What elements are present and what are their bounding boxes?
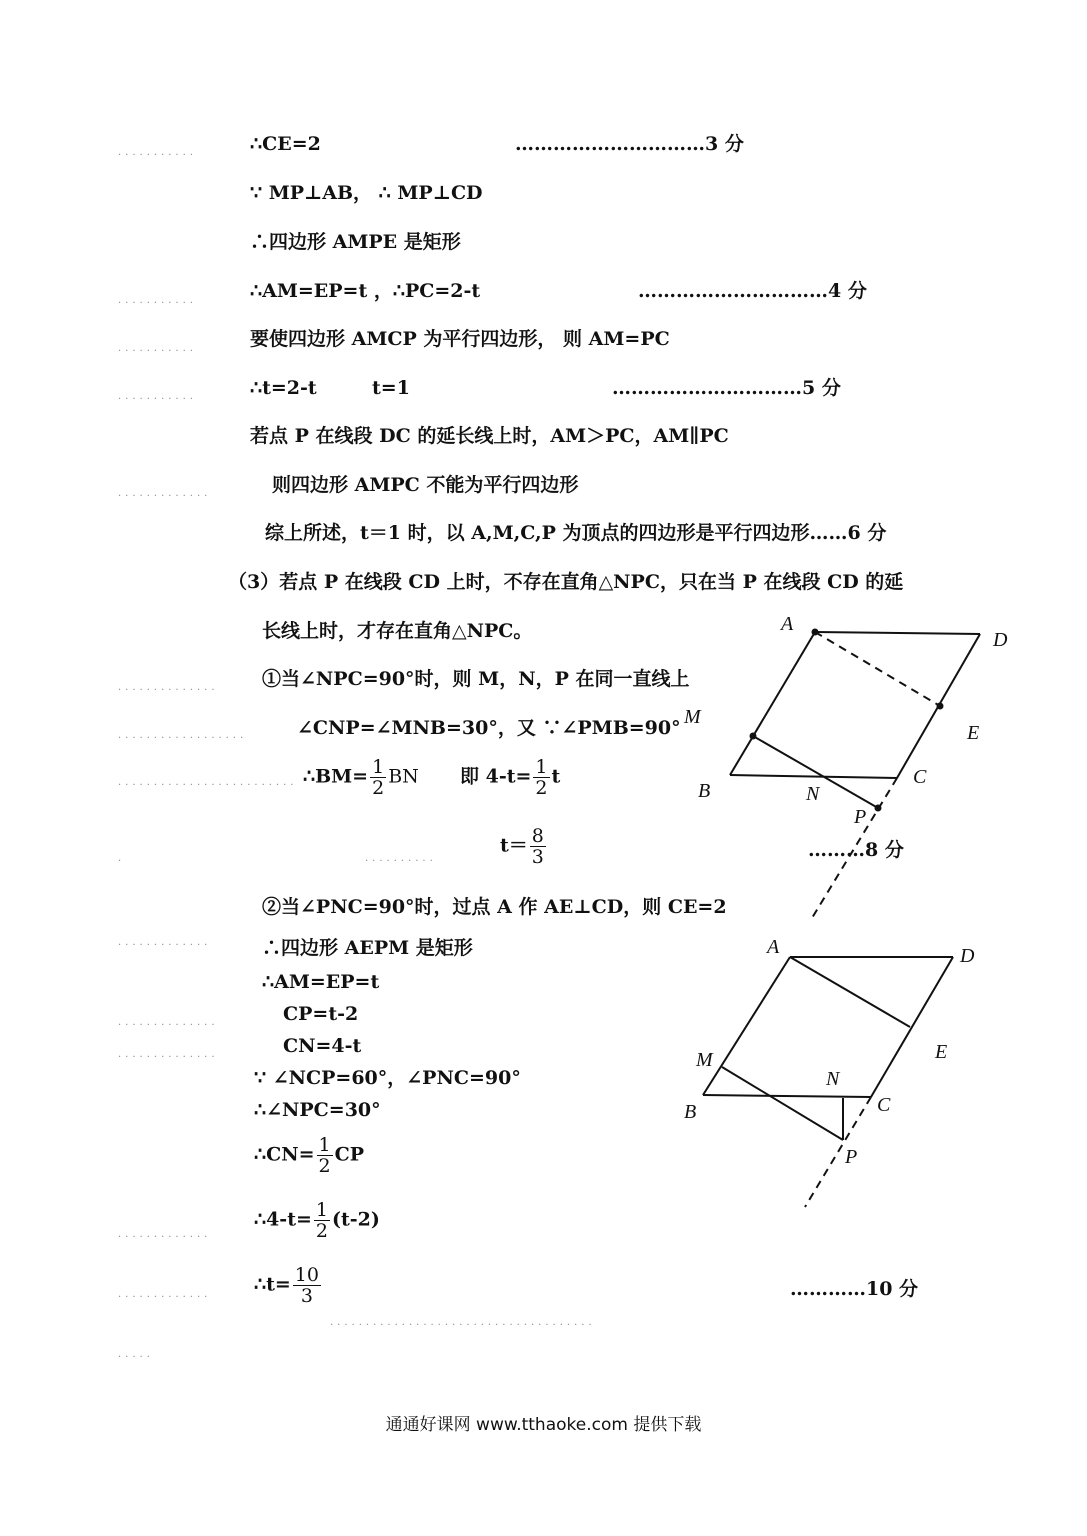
label-b: B xyxy=(684,1101,697,1123)
edge-ab xyxy=(730,632,815,775)
line-t-eight-thirds xyxy=(500,826,548,867)
equation2-prefix: ∴4-t= xyxy=(254,1208,312,1231)
dot-leader: ........... xyxy=(118,343,197,354)
t-prefix: t＝ xyxy=(500,834,528,857)
score-8: ………8 分 xyxy=(808,839,904,861)
line-t-ten-thirds xyxy=(254,1265,323,1306)
fraction-numerator: 1 xyxy=(318,1134,331,1156)
equation-t: t xyxy=(551,765,561,788)
edge-ab xyxy=(703,957,790,1095)
cn-prefix: ∴CN= xyxy=(254,1143,315,1166)
dot-leader: .......... xyxy=(365,853,437,864)
fraction-denominator: 2 xyxy=(535,777,548,799)
dot-leader: ............. xyxy=(118,1229,212,1240)
dot-leader: . xyxy=(118,853,126,864)
label-d: D xyxy=(960,945,975,967)
label-a: A xyxy=(781,613,794,635)
point-e xyxy=(937,703,944,710)
fraction-denominator: 3 xyxy=(300,1285,313,1307)
label-p: P xyxy=(854,806,867,828)
line-angles-2: ∵ ∠NCP=60°，∠PNC=90° xyxy=(254,1067,521,1089)
dot-leader: .................. xyxy=(118,730,248,741)
line-rect-aepm: ∴四边形 AEPM 是矩形 xyxy=(262,937,473,959)
line-extension-case: 若点 P 在线段 DC 的延长线上时，AM＞PC，AM∥PC xyxy=(250,425,729,447)
footer-credit: 通通好课网 www.tthaoke.com 提供下载 xyxy=(385,1415,702,1435)
edge-ad xyxy=(815,632,980,634)
edge-bc xyxy=(703,1095,871,1097)
fraction-numerator: 1 xyxy=(315,1199,328,1221)
line-perp: ∵ MP⊥AB， ∴ MP⊥CD xyxy=(250,182,483,204)
t-final-prefix: ∴t= xyxy=(254,1273,291,1296)
line-angles: ∠CNP=∠MNB=30°，又 ∵∠PMB=90° xyxy=(297,717,681,739)
dot-leader: ............. xyxy=(118,1289,212,1300)
fraction-numerator: 8 xyxy=(531,825,544,847)
fraction-numerator: 1 xyxy=(535,756,548,778)
dot-leader: ......................... xyxy=(118,777,298,788)
equation2-rhs: (t-2) xyxy=(331,1208,380,1231)
extension-cd-dashed xyxy=(805,1097,871,1207)
dot-leader: ........... xyxy=(118,391,197,402)
fraction-denominator: 2 xyxy=(315,1220,328,1242)
dot-leader: ........... xyxy=(118,147,197,158)
dot-leader: ........... xyxy=(118,295,197,306)
line-case2: ②当∠PNC=90°时，过点 A 作 AE⊥CD，则 CE=2 xyxy=(262,896,727,918)
label-e: E xyxy=(967,722,980,744)
dot-leader: .............. xyxy=(118,1049,219,1060)
fraction-numerator: 1 xyxy=(372,756,385,778)
label-n: N xyxy=(826,1068,840,1090)
label-b: B xyxy=(698,780,711,802)
extension-cd-dashed xyxy=(812,778,897,918)
dot-leader: .............. xyxy=(118,682,219,693)
line-cn-cp xyxy=(254,1135,364,1176)
fraction-half xyxy=(370,757,386,798)
fraction-denominator: 3 xyxy=(531,846,544,868)
point-m xyxy=(750,733,757,740)
label-p: P xyxy=(845,1146,858,1168)
line-npc: ∴∠NPC=30° xyxy=(254,1099,381,1121)
score-5: …………………………5 分 xyxy=(612,377,841,399)
label-m: M xyxy=(684,706,701,728)
label-n: N xyxy=(806,783,820,805)
segment-ae-dashed xyxy=(815,632,940,706)
line-parallelogram-cond: 要使四边形 AMCP 为平行四边形， 则 AM=PC xyxy=(250,328,670,350)
line-cp: CP=t-2 xyxy=(283,1003,359,1025)
dot-leader: ..... xyxy=(118,1349,154,1360)
fraction-numerator: 10 xyxy=(294,1264,319,1286)
line-rect-ampe: ∴四边形 AMPE 是矩形 xyxy=(250,231,461,253)
dot-leader: .............. xyxy=(118,1017,219,1028)
line-ce: ∴CE=2 xyxy=(250,133,321,155)
bm-prefix: ∴BM= xyxy=(303,765,369,788)
fraction-ten-thirds xyxy=(293,1265,321,1306)
score-4: …………………………4 分 xyxy=(638,280,867,302)
bn-text: BN xyxy=(388,765,419,788)
line-4-t xyxy=(254,1200,380,1241)
cp-text: CP xyxy=(334,1143,365,1166)
line-equation xyxy=(460,757,560,798)
dot-leader: ............. xyxy=(118,937,212,948)
fraction-denominator: 2 xyxy=(318,1155,331,1177)
score-10: …………10 分 xyxy=(790,1278,919,1300)
fraction-half xyxy=(533,757,549,798)
line-bm-bn xyxy=(303,757,419,798)
label-a: A xyxy=(767,936,780,958)
score-3: …………………………3 分 xyxy=(515,133,744,155)
segment-ae xyxy=(790,957,910,1027)
line-case1: ①当∠NPC=90°时，则 M，N，P 在同一直线上 xyxy=(262,668,690,690)
line-t-eq: ∴t=2-t xyxy=(250,377,317,399)
equation-prefix: 即 4-t= xyxy=(460,765,532,788)
line-t-val: t=1 xyxy=(372,377,410,399)
line-am-ep-t: ∴AM=EP=t xyxy=(262,971,380,993)
fraction-eight-thirds xyxy=(530,826,546,867)
line-conclusion: 综上所述，t＝1 时，以 A,M,C,P 为顶点的四边形是平行四边形……6 分 xyxy=(265,522,887,544)
fraction-half xyxy=(317,1135,333,1176)
figure-2 xyxy=(680,930,1010,1220)
point-a xyxy=(812,629,819,636)
fraction-half xyxy=(314,1200,330,1241)
line-am-ep: ∴AM=EP=t ，∴PC=2-t xyxy=(250,280,481,302)
label-c: C xyxy=(913,766,927,788)
label-d: D xyxy=(993,629,1008,651)
fraction-denominator: 2 xyxy=(372,777,385,799)
figure-1 xyxy=(680,605,1040,925)
label-m: M xyxy=(696,1049,713,1071)
label-c: C xyxy=(877,1094,891,1116)
edge-dc xyxy=(871,957,953,1097)
dot-leader: ..................................... xyxy=(330,1317,596,1328)
line-cn: CN=4-t xyxy=(283,1035,362,1057)
line-part3-intro-cont: 长线上时，才存在直角△NPC。 xyxy=(262,620,533,642)
edge-bc xyxy=(730,775,897,778)
segment-mp xyxy=(722,1067,843,1140)
dot-leader: ............. xyxy=(118,488,212,499)
point-p xyxy=(875,805,882,812)
line-not-parallelogram: 则四边形 AMPC 不能为平行四边形 xyxy=(272,474,579,496)
line-part3-intro: （3）若点 P 在线段 CD 上时，不存在直角△NPC，只在当 P 在线段 CD 的延 xyxy=(228,571,904,593)
label-e: E xyxy=(935,1041,948,1063)
